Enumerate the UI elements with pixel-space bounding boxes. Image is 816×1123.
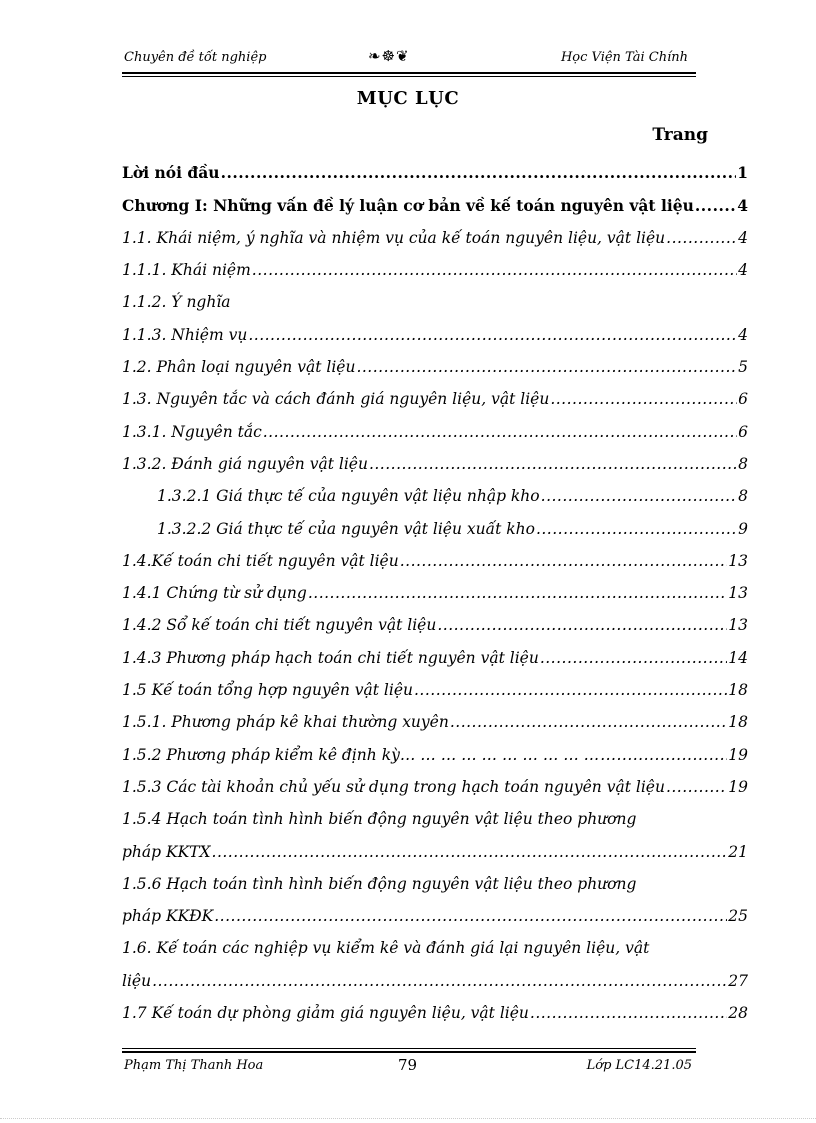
toc-entry-page: 13 [728, 551, 748, 570]
toc-entry-label: 1.5.4 Hạch toán tình hình biến động nguyên vật liệu theo phương [122, 810, 637, 829]
toc-leader-dots [152, 972, 727, 990]
toc-entry-label: 1.2. Phân loại nguyên vật liệu [122, 358, 356, 377]
toc-entry-page: 4 [738, 228, 748, 247]
toc-leader-dots [541, 487, 737, 505]
toc-leader-dots [536, 520, 737, 538]
toc-entry-page: 9 [738, 519, 748, 538]
toc-entry[interactable] [122, 279, 748, 311]
toc-entry-page: 4 [737, 195, 748, 215]
toc-entry-label: 1.5.3 Các tài khoản chủ yếu sử dụng trong hạch toán nguyên vật liệu [122, 777, 665, 796]
toc-entry-page: 21 [728, 842, 748, 861]
toc-entry-page: 4 [738, 261, 748, 280]
footer-page-number: 79 [398, 1056, 418, 1074]
toc-entry-label: Lời nói đầu [122, 163, 220, 183]
toc-leader-dots [263, 423, 737, 441]
toc-entry[interactable] [122, 570, 748, 602]
toc-entry-label: 1.3.1. Nguyên tắc [122, 422, 262, 441]
toc-leader-dots [530, 1004, 727, 1022]
toc-leader-dots [666, 229, 737, 247]
toc-entry[interactable] [122, 990, 748, 1022]
toc-entry-page: 18 [728, 681, 748, 700]
toc-entry[interactable] [122, 182, 748, 214]
toc-entry-label: 1.1.2. Ý nghĩa [122, 293, 231, 312]
toc-entry-page: 28 [728, 1004, 748, 1023]
header-ornament: ❧☸❦ [368, 47, 410, 65]
footer-class: Lớp LC14.21.05 [586, 1058, 692, 1073]
toc-entry-page: 18 [728, 713, 748, 732]
toc-leader-dots [695, 196, 736, 215]
toc-entry[interactable] [122, 828, 748, 860]
toc-leader-dots [400, 552, 728, 570]
toc-entry-page: 5 [738, 358, 748, 377]
toc-entry-label: 1.3.2. Đánh giá nguyên vật liệu [122, 454, 368, 473]
toc-entry-label: 1.5.2 Phương pháp kiểm kê định kỳ… … … … … … … … … … [122, 745, 600, 764]
toc-entry[interactable] [122, 893, 748, 925]
toc-entry[interactable] [122, 505, 748, 537]
toc-entry[interactable] [122, 311, 748, 343]
toc-entry-label: Chương I: Những vấn đề lý luận cơ bản về kế toán nguyên vật liệu [122, 195, 694, 215]
toc-entry-label: 1.5.1. Phương pháp kê khai thường xuyên [122, 713, 449, 732]
toc-entry-label: 1.1.3. Nhiệm vụ [122, 325, 248, 344]
toc-entry-label: 1.4.1 Chứng từ sử dụng [122, 584, 307, 603]
toc-leader-dots [450, 713, 727, 731]
toc-entry-label: pháp KKTX [122, 842, 211, 861]
toc-entry-label: 1.1. Khái niệm, ý nghĩa và nhiệm vụ của kế toán nguyên liệu, vật liệu [122, 228, 666, 247]
table-of-contents [122, 150, 748, 1022]
toc-entry[interactable] [122, 796, 748, 828]
header-rule-thin [122, 76, 696, 77]
toc-entry[interactable] [122, 441, 748, 473]
header-right: Học Viện Tài Chính [560, 50, 688, 65]
toc-entry-label: 1.6. Kế toán các nghiệp vụ kiểm kê và đánh giá lại nguyên liệu, vật [122, 939, 650, 958]
toc-leader-dots [221, 163, 737, 182]
toc-entry[interactable] [122, 602, 748, 634]
toc-entry-page: 1 [737, 163, 748, 183]
toc-leader-dots [437, 616, 727, 634]
toc-leader-dots [369, 455, 737, 473]
toc-leader-dots [214, 907, 727, 925]
toc-entry-page: 19 [728, 777, 748, 796]
toc-entry-page: 13 [728, 616, 748, 635]
toc-entry[interactable] [122, 957, 748, 989]
toc-leader-dots [550, 390, 737, 408]
toc-entry[interactable] [122, 344, 748, 376]
page-column-label: Trang [652, 125, 708, 145]
toc-entry-page: 19 [728, 745, 748, 764]
toc-leader-dots [666, 778, 727, 796]
toc-entry-page: 14 [728, 648, 748, 667]
page-bottom-border [0, 1118, 816, 1119]
toc-entry[interactable] [122, 667, 748, 699]
toc-entry-label: 1.5 Kế toán tổng hợp nguyên vật liệu [122, 681, 413, 700]
toc-leader-dots [308, 584, 727, 602]
toc-entry[interactable] [122, 925, 748, 957]
toc-entry[interactable] [122, 247, 748, 279]
toc-entry-page: 25 [728, 907, 748, 926]
toc-entry[interactable] [122, 150, 748, 182]
toc-leader-dots [212, 843, 728, 861]
toc-entry[interactable] [122, 376, 748, 408]
header-left: Chuyên đề tốt nghiệp [124, 50, 267, 65]
toc-entry-label: 1.3. Nguyên tắc và cách đánh giá nguyên liệu, vật liệu [122, 390, 550, 409]
header-rule-thick [122, 72, 696, 74]
toc-entry[interactable] [122, 764, 748, 796]
toc-entry[interactable] [122, 538, 748, 570]
toc-entry[interactable] [122, 731, 748, 763]
toc-entry-page: 8 [738, 454, 748, 473]
toc-entry-label: pháp KKĐK [122, 907, 214, 926]
toc-entry-label: 1.4.2 Sổ kế toán chi tiết nguyên vật liệu [122, 616, 437, 635]
toc-entry-label: 1.7 Kế toán dự phòng giảm giá nguyên liệu, vật liệu [122, 1004, 529, 1023]
toc-leader-dots [540, 649, 727, 667]
toc-entry-page: 13 [728, 584, 748, 603]
toc-leader-dots [414, 681, 727, 699]
toc-entry-label: 1.3.2.2 Giá thực tế của nguyên vật liệu xuất kho [157, 519, 535, 538]
toc-entry-label: 1.5.6 Hạch toán tình hình biến động nguyên vật liệu theo phương [122, 874, 637, 893]
toc-entry[interactable] [122, 473, 748, 505]
toc-entry-page: 27 [728, 971, 748, 990]
toc-entry-label: liệu [122, 971, 152, 990]
footer-rule-thin [122, 1048, 696, 1049]
footer-author: Phạm Thị Thanh Hoa [124, 1058, 264, 1073]
toc-entry[interactable] [122, 699, 748, 731]
toc-entry[interactable] [122, 215, 748, 247]
toc-entry[interactable] [122, 861, 748, 893]
toc-entry[interactable] [122, 408, 748, 440]
toc-leader-dots [600, 746, 727, 764]
toc-entry-page: 8 [738, 487, 748, 506]
toc-leader-dots [248, 326, 737, 344]
footer-rule-thick [122, 1051, 696, 1053]
toc-leader-dots [356, 358, 737, 376]
toc-entry-label: 1.4.3 Phương pháp hạch toán chi tiết nguyên vật liệu [122, 648, 539, 667]
page-title: MỤC LỤC [356, 88, 460, 109]
toc-leader-dots [252, 261, 737, 279]
toc-entry-page: 4 [738, 325, 748, 344]
toc-entry-page: 6 [738, 422, 748, 441]
toc-entry-label: 1.3.2.1 Giá thực tế của nguyên vật liệu nhập kho [157, 487, 540, 506]
toc-entry[interactable] [122, 634, 748, 666]
toc-entry-label: 1.4.Kế toán chi tiết nguyên vật liệu [122, 551, 399, 570]
toc-entry-page: 6 [738, 390, 748, 409]
toc-entry-label: 1.1.1. Khái niệm [122, 261, 251, 280]
